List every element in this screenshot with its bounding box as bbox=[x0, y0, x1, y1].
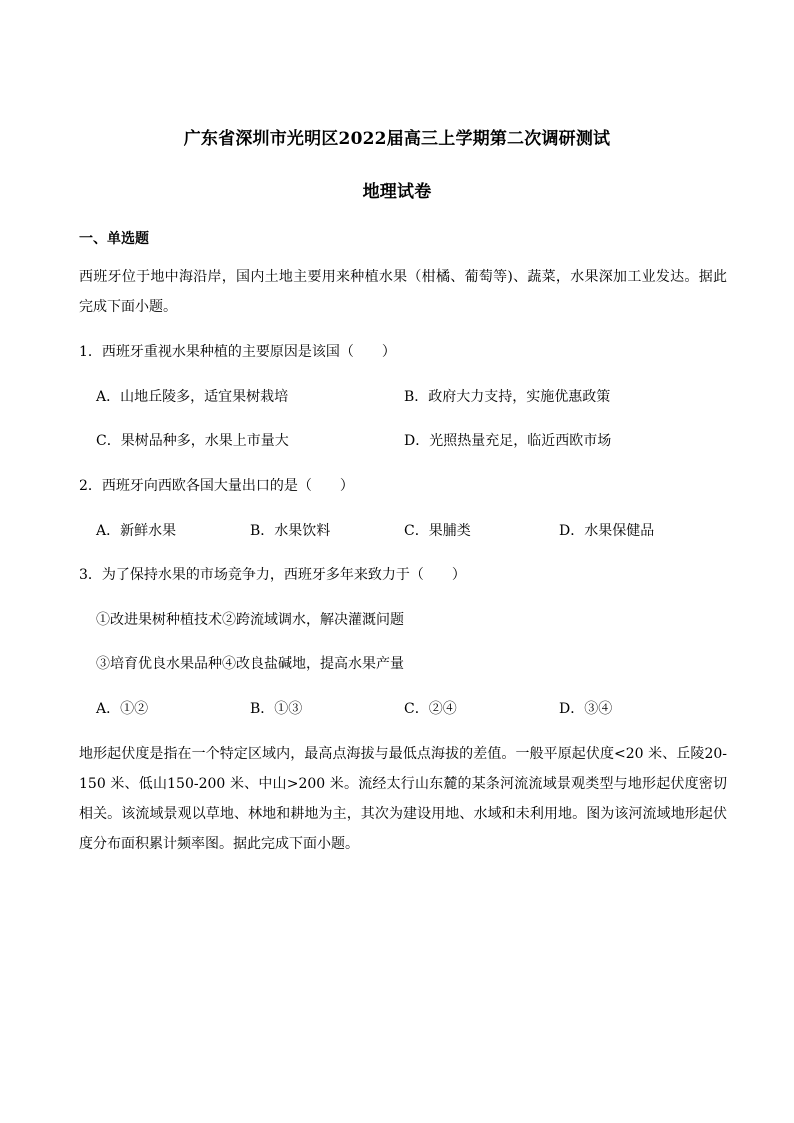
question-3-option-b: B．①③ bbox=[250, 701, 303, 717]
section-heading: 一、单选题 bbox=[79, 231, 149, 247]
question-2-option-c: C．果脯类 bbox=[404, 523, 471, 539]
intro-paragraph-1: 西班牙位于地中海沿岸，国内土地主要用来种植水果（柑橘、葡萄等)、蔬菜，水果深加工业发达。据此完成下面小题。 bbox=[79, 269, 727, 315]
document-subtitle: 地理试卷 bbox=[362, 182, 432, 202]
question-3-option-c: C．②④ bbox=[404, 701, 457, 717]
question-1-option-c: C．果树品种多，水果上市量大 bbox=[96, 433, 289, 449]
question-3-stem: 3．为了保持水果的市场竞争力，西班牙多年来致力于（ ） bbox=[79, 567, 466, 583]
question-2-option-a: A．新鲜水果 bbox=[96, 523, 177, 539]
question-1-option-b: B．政府大力支持，实施优惠政策 bbox=[404, 389, 611, 405]
question-2-stem: 2．西班牙向西欧各国大量出口的是（ ） bbox=[79, 478, 354, 494]
intro-paragraph-2: 地形起伏度是指在一个特定区域内，最高点海拔与最低点海拔的差值。一般平原起伏度<20 米、丘陵20-150 米、低山150-200 米、中山>200 米。流经太行山东麓的某条河流流域景观类型与地形起伏度密切相关。该流域景观以草地、林地和耕地为主，其次为建设用地、水域和未利用地。图为该河流域地形起伏度分布面积累计频率图。据此完成下面小题。 bbox=[79, 746, 727, 852]
question-3-option-a: A．①② bbox=[96, 701, 149, 717]
document-title: 广东省深圳市光明区2022届高三上学期第二次调研测试 bbox=[183, 129, 611, 149]
question-3-option-d: D．③④ bbox=[559, 701, 613, 717]
question-1-option-d: D．光照热量充足，临近西欧市场 bbox=[404, 433, 612, 449]
question-1-option-a: A．山地丘陵多，适宜果树栽培 bbox=[96, 389, 289, 405]
question-1-stem: 1．西班牙重视水果种植的主要原因是该国（ ） bbox=[79, 344, 396, 360]
question-3-statement-1: ①改进果树种植技术②跨流域调水，解决灌溉问题 bbox=[96, 612, 404, 628]
question-2-option-b: B．水果饮料 bbox=[250, 523, 331, 539]
question-2-option-d: D．水果保健品 bbox=[559, 523, 655, 539]
question-3-statement-2: ③培育优良水果品种④改良盐碱地，提高水果产量 bbox=[96, 656, 404, 672]
